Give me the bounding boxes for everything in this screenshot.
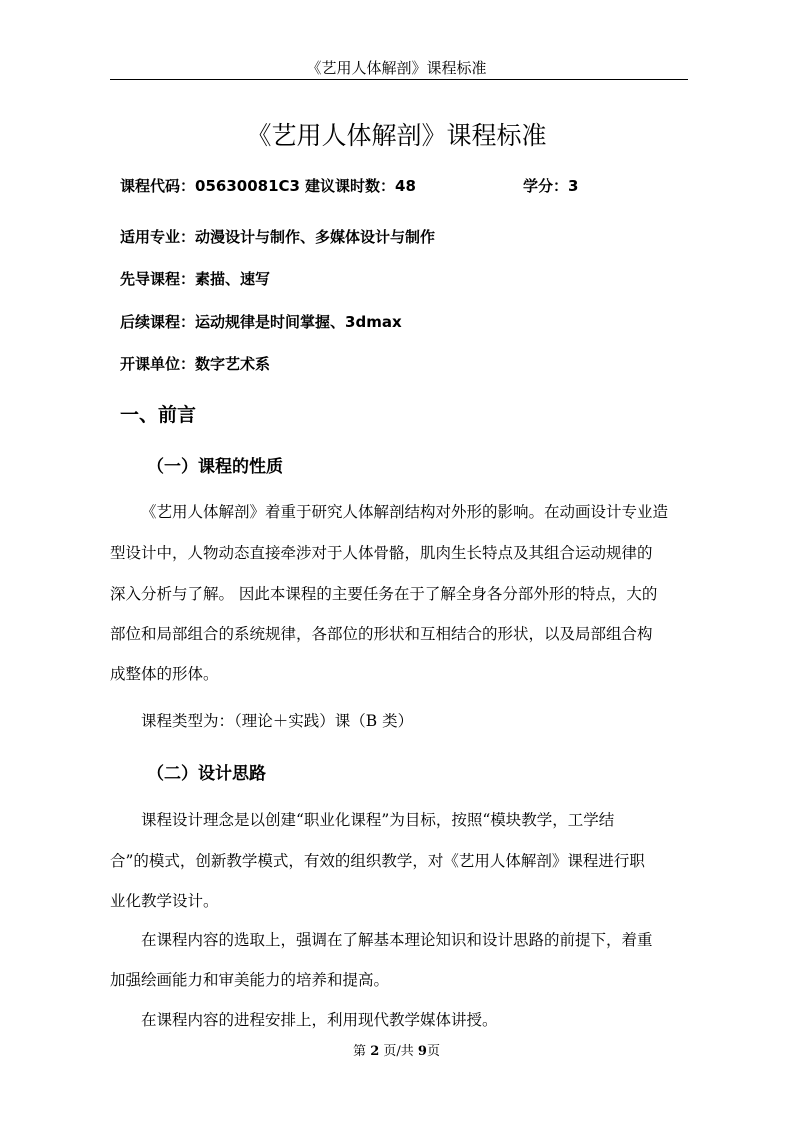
paragraph-line: 成整体的形体。 (110, 665, 219, 683)
course-type-line: 课程类型为：（理论＋实践）课（B 类） (141, 712, 414, 730)
dept-value: 数字艺术系 (195, 355, 271, 373)
course-code-value: 05630081C3 (195, 177, 300, 195)
header-rule (110, 79, 688, 80)
paragraph-line: 型设计中，人物动态直接牵涉对于人体骨骼，肌肉生长特点及其组合运动规律的 (110, 544, 653, 562)
hours-label: 建议课时数： (305, 177, 396, 195)
course-code (120, 175, 300, 196)
paragraph-line: 课程设计理念是以创建“职业化课程”为目标，按照“模块教学，工学结 (141, 811, 615, 829)
prereq-label: 先导课程： (120, 270, 196, 288)
footer-page-number: 2 (370, 1044, 380, 1059)
prereq-value: 素描、速写 (195, 270, 271, 288)
major-label: 适用专业： (120, 228, 196, 246)
section-heading-preface: 一、前言 (120, 404, 197, 426)
running-header: 《艺用人体解剖》课程标准 (306, 59, 487, 77)
paragraph-line: 部位和局部组合的系统规律，各部位的形状和互相结合的形状，以及局部组合构 (110, 625, 653, 643)
paragraph-line: 合”的模式，创新教学模式，有效的组织教学，对《艺用人体解剖》课程进行职 (110, 852, 645, 870)
footer-prefix: 第 (353, 1044, 367, 1059)
paragraph-line: 加强绘画能力和审美能力的培养和提高。 (110, 971, 390, 989)
page-footer (0, 1040, 793, 1059)
paragraph-line: 业化教学设计。 (110, 892, 219, 910)
suggested-hours (305, 175, 416, 196)
applicable-major (120, 226, 435, 247)
credit-value: 3 (568, 177, 579, 195)
credit-label: 学分： (523, 177, 569, 195)
followup-label: 后续课程： (120, 313, 196, 331)
course-code-label: 课程代码： (120, 177, 196, 195)
dept-label: 开课单位： (120, 355, 196, 373)
footer-total-pages: 9 (417, 1044, 427, 1059)
followup-courses (120, 311, 402, 332)
subsection-heading-nature: （一）课程的性质 (147, 457, 283, 477)
document-title: 《艺用人体解剖》课程标准 (246, 121, 547, 150)
hours-value: 48 (395, 177, 416, 195)
paragraph-line: 在课程内容的选取上，强调在了解基本理论知识和设计思路的前提下，着重 (141, 931, 653, 949)
paragraph-line: 《艺用人体解剖》着重于研究人体解剖结构对外形的影响。在动画设计专业造 (141, 503, 669, 521)
subsection-heading-design: （二）设计思路 (147, 764, 266, 784)
footer-middle: 页/共 (383, 1044, 414, 1059)
offering-department (120, 353, 270, 374)
followup-value: 运动规律是时间掌握、3dmax (195, 313, 402, 331)
footer-suffix: 页 (426, 1044, 440, 1059)
prerequisite-courses (120, 268, 270, 289)
major-value: 动漫设计与制作、多媒体设计与制作 (195, 228, 436, 246)
paragraph-line: 深入分析与了解。 因此本课程的主要任务在于了解全身各分部外形的特点，大的 (110, 585, 658, 603)
paragraph-line: 在课程内容的进程安排上，利用现代教学媒体讲授。 (141, 1011, 498, 1029)
credits (523, 175, 578, 196)
